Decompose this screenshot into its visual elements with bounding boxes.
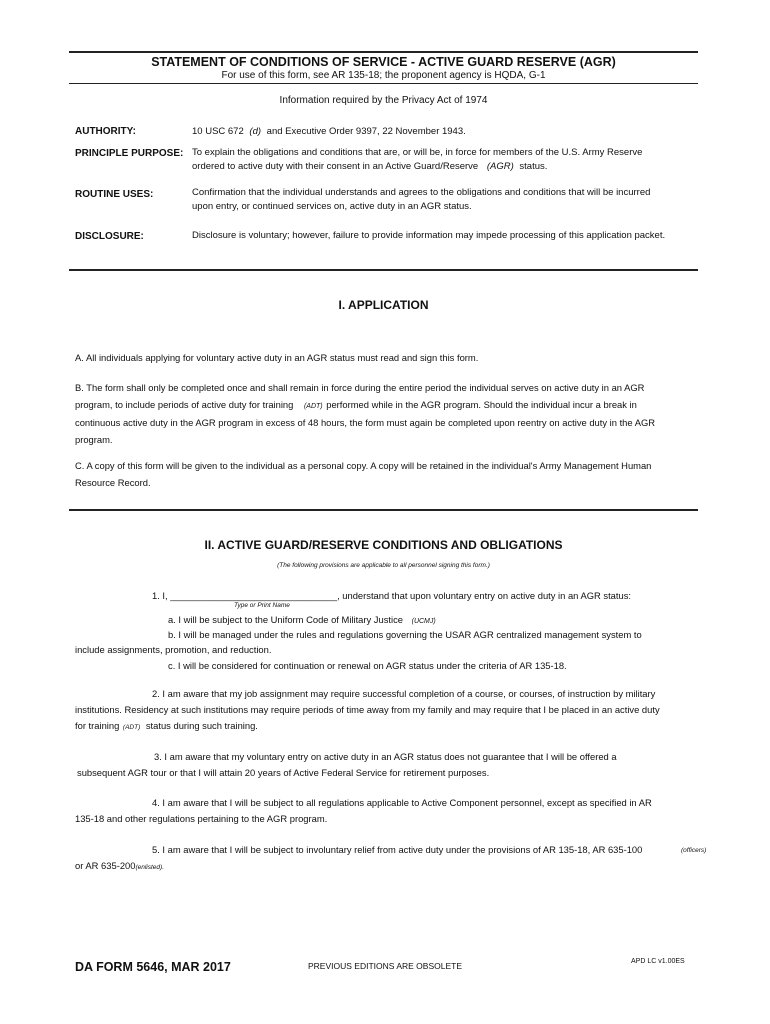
privacy-heading: Information required by the Privacy Act of 1974 (279, 95, 488, 106)
item2-line3 (75, 720, 258, 731)
item5-line2 (75, 860, 164, 871)
item1-line: 1. I, ________________________________, understand that upon voluntary entry on active duty in an AGR status: (152, 590, 632, 601)
item2-adt: (ADT) (122, 724, 141, 731)
section2-title: II. ACTIVE GUARD/RESERVE CONDITIONS AND OBLIGATIONS (204, 538, 563, 552)
para-b-line2 (75, 397, 695, 416)
routine-uses-label: ROUTINE USES: (75, 189, 154, 200)
purpose-line2c: status. (519, 161, 548, 172)
para-b-line1: B. The form shall only be completed once and shall remain in force during the entire period the individual serves on active duty in an AGR (75, 382, 645, 393)
purpose-line1: To explain the obligations and conditions that are, or will be, in force for members of the U.S. Army Reserve (192, 147, 643, 158)
purpose-line2b: (AGR) (486, 161, 514, 172)
authority-text-b: (d) (249, 126, 262, 137)
routine-uses-text (192, 186, 692, 214)
version-label: APD LC v1.00ES (631, 958, 685, 965)
authority-label: AUTHORITY: (75, 126, 136, 137)
item1-name-hint: Type or Print Name (234, 602, 290, 609)
item1-b-line1: b. I will be managed under the rules and regulations governing the USAR AGR centralized management system to (168, 629, 642, 640)
item5-line1: 5. I am aware that I will be subject to involuntary relief from active duty under the provisions of AR 135-18, AR 635-100 (152, 844, 643, 855)
section1-para-a: A. All individuals applying for voluntary active duty in an AGR status must read and sign this form. (75, 352, 479, 363)
top-rule (69, 51, 698, 53)
item1-a (168, 614, 436, 625)
item3-line1: 3. I am aware that my voluntary entry on active duty in an AGR status does not guarantee that I will be offered a (154, 751, 617, 762)
authority-text-c: and Executive Order 9397, 22 November 1943. (266, 126, 466, 137)
section1-para-b (75, 380, 695, 448)
para-b-line3: continuous active duty in the AGR program in excess of 48 hours, the form must again be completed upon reentry on active duty in the AGR (75, 417, 656, 428)
purpose-line2 (192, 160, 692, 174)
para-c-line2: Resource Record. (75, 476, 151, 488)
purpose-line2a: ordered to active duty with their consent in an Active Guard/Reserve (192, 161, 479, 172)
item2-line3c: status during such training. (145, 720, 258, 731)
purpose-text (192, 146, 692, 174)
disclosure-text: Disclosure is voluntary; however, failure to provide information may impede processing of this application packet. (192, 230, 666, 241)
item1-b-line2: include assignments, promotion, and reduction. (75, 644, 272, 655)
para-b-line2a: program, to include periods of active duty for training (75, 398, 294, 410)
item1-a-ucmj: (UCMJ) (411, 618, 436, 625)
form-subtitle: For use of this form, see AR 135-18; the proponent agency is HQDA, G-1 (221, 70, 546, 81)
item5-enlisted: (enlisted). (135, 864, 165, 871)
item2-line2: institutions. Residency at such institutions may require periods of time away from my family and may require that I be placed in an active duty (75, 704, 660, 715)
privacy-rule (69, 269, 698, 271)
para-b-line4: program. (75, 433, 113, 445)
para-c-line1: C. A copy of this form will be given to the individual as a personal copy. A copy will be retained in the individual's Army Management Human (75, 460, 652, 471)
section1-para-c (75, 458, 695, 491)
disclosure-label: DISCLOSURE: (75, 231, 144, 242)
item4-line2: 135-18 and other regulations pertaining to the AGR program. (75, 813, 328, 824)
item5-line2a: or AR 635-200 (75, 860, 136, 871)
section1-title: I. APPLICATION (338, 298, 429, 312)
purpose-label: PRINCIPLE PURPOSE: (75, 148, 184, 159)
authority-text (192, 125, 692, 139)
para-b-line2c: performed while in the AGR program. Should the individual incur a break in (326, 398, 637, 410)
item1-a-text: a. I will be subject to the Uniform Code of Military Justice (168, 614, 403, 625)
item5-officers: (officers) (681, 847, 707, 854)
section1-rule (69, 509, 698, 511)
section2-note: (The following provisions are applicable to all personnel signing this form.) (277, 562, 490, 569)
previous-editions-note: PREVIOUS EDITIONS ARE OBSOLETE (308, 961, 462, 971)
item4-line1: 4. I am aware that I will be subject to all regulations applicable to Active Component personnel, except as specified in AR (152, 797, 652, 808)
item3-line2: subsequent AGR tour or that I will attain 20 years of Active Federal Service for retirement purposes. (77, 767, 490, 778)
form-number: DA FORM 5646, MAR 2017 (75, 960, 231, 974)
para-b-adt: (ADT) (303, 402, 323, 410)
authority-text-a: 10 USC 672 (192, 126, 244, 137)
item2-line3a: for training (75, 720, 120, 731)
item1-c: c. I will be considered for continuation or renewal on AGR status under the criteria of AR 135-18. (168, 660, 567, 671)
form-title: STATEMENT OF CONDITIONS OF SERVICE - ACTIVE GUARD RESERVE (AGR) (151, 55, 616, 69)
header-rule (69, 83, 698, 84)
item2-line1: 2. I am aware that my job assignment may require successful completion of a course, or courses, of instruction by military (152, 688, 656, 699)
routine-line1: Confirmation that the individual understands and agrees to the obligations and conditions that will be incurred (192, 187, 651, 198)
routine-line2: upon entry, or continued services on, active duty in an AGR status. (192, 201, 472, 212)
